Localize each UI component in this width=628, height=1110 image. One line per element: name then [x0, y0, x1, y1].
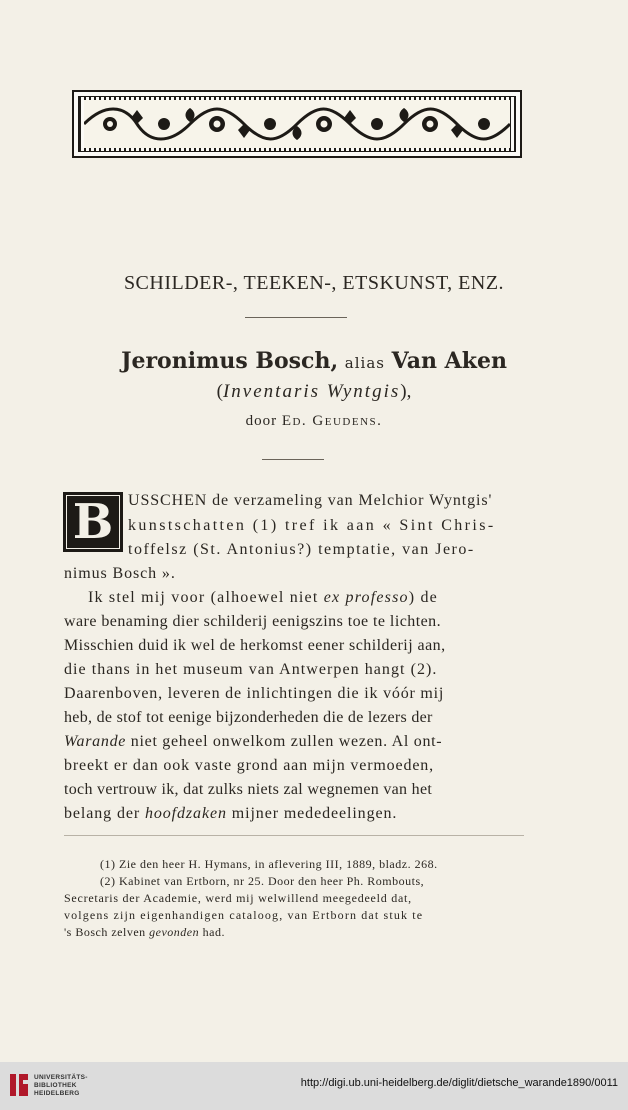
footnote-text: 's Bosch zelven — [64, 925, 150, 939]
body-text: belang der — [64, 805, 145, 822]
subtitle-open-paren: ( — [216, 381, 223, 402]
body-line — [88, 588, 438, 608]
title-gothic-part-1: Jeronimus Bosch, — [121, 348, 339, 374]
footnote-separator — [64, 835, 524, 836]
body-italic: hoofdzaken — [144, 805, 227, 822]
library-footer-bar — [0, 1062, 628, 1110]
logo-line: BIBLIOTHEK — [34, 1082, 77, 1089]
logo-line: UNIVERSITÄTS- — [34, 1074, 88, 1081]
footnote-1: (1) Zie den heer H. Hymans, in aflevering III, 1889, bladz. 268. — [100, 857, 438, 871]
body-line: toffelsz (St. Antonius?) temptatie, van Jero- — [128, 541, 475, 558]
subtitle-italic: Inventaris Wyntgis — [222, 381, 401, 402]
ornamental-header-band — [72, 90, 522, 158]
body-line: toch vertrouw ik, dat zulks niets zal wegnemen van het — [64, 781, 433, 798]
permalink-url[interactable]: http://digi.ub.uni-heidelberg.de/diglit/dietsche_warande1890/0011 — [300, 1077, 618, 1089]
body-line: nimus Bosch ». — [64, 565, 176, 582]
footnote-2-cont: Secretaris der Academie, werd mij welwillend meegedeeld dat, — [64, 891, 412, 905]
article-title — [0, 348, 628, 374]
subtitle-close-paren: ), — [400, 381, 412, 402]
byline — [0, 413, 628, 430]
footnote-2: (2) Kabinet van Ertborn, nr 25. Door den heer Ph. Rombouts, — [100, 874, 425, 888]
body-line — [64, 804, 397, 824]
university-library-logo-icon — [8, 1070, 30, 1100]
floral-ornament-icon — [84, 100, 510, 148]
logo-line: HEIDELBERG — [34, 1090, 80, 1097]
article-subtitle — [0, 381, 628, 403]
body-line: heb, de stof tot eenige bijzonderheden die de lezers der — [64, 709, 433, 726]
title-alias: alias — [344, 354, 385, 372]
footnote-2-cont: volgens zijn eigenhandigen cataloog, van Ertborn dat stuk te — [64, 908, 424, 922]
body-line — [64, 732, 442, 752]
body-text: niet geheel onwelkom zullen wezen. Al ont- — [126, 733, 443, 750]
section-title: SCHILDER-, TEEKEN-, ETSKUNST, ENZ. — [123, 272, 505, 294]
byline-author: Ed. Geudens. — [281, 413, 383, 429]
body-line: die thans in het museum van Antwerpen hangt (2). — [64, 661, 438, 678]
footnote-text: had. — [199, 925, 225, 939]
body-line: ware benaming dier schilderij eenigszins toe te lichten. — [64, 613, 442, 630]
library-logo-text — [34, 1074, 88, 1098]
body-text: mijner mededeelingen. — [226, 805, 398, 822]
body-line: kunstschatten (1) tref ik aan « Sint Chris- — [128, 517, 496, 534]
divider-rule — [245, 317, 347, 318]
body-line: Daarenboven, leveren de inlichtingen die ik vóór mij — [64, 685, 445, 702]
footnote-italic: gevonden — [149, 925, 200, 939]
body-italic: ex professo — [323, 589, 409, 606]
footnote-2-cont — [64, 925, 225, 940]
byline-prefix: door — [245, 413, 278, 429]
title-gothic-part-2: Van Aken — [391, 348, 507, 374]
body-line: USSCHEN de verzameling van Melchior Wyntgis' — [128, 492, 493, 509]
body-line: Misschien duid ik wel de herkomst eener schilderij aan, — [64, 637, 446, 654]
body-text: Ik stel mij voor (alhoewel niet — [88, 589, 319, 606]
dropcap-initial: B — [63, 492, 123, 552]
body-text: ) de — [408, 589, 438, 606]
divider-rule-small — [262, 459, 324, 460]
body-italic: Warande — [64, 733, 127, 750]
body-line: breekt er dan ook vaste grond aan mijn vermoeden, — [64, 757, 434, 774]
